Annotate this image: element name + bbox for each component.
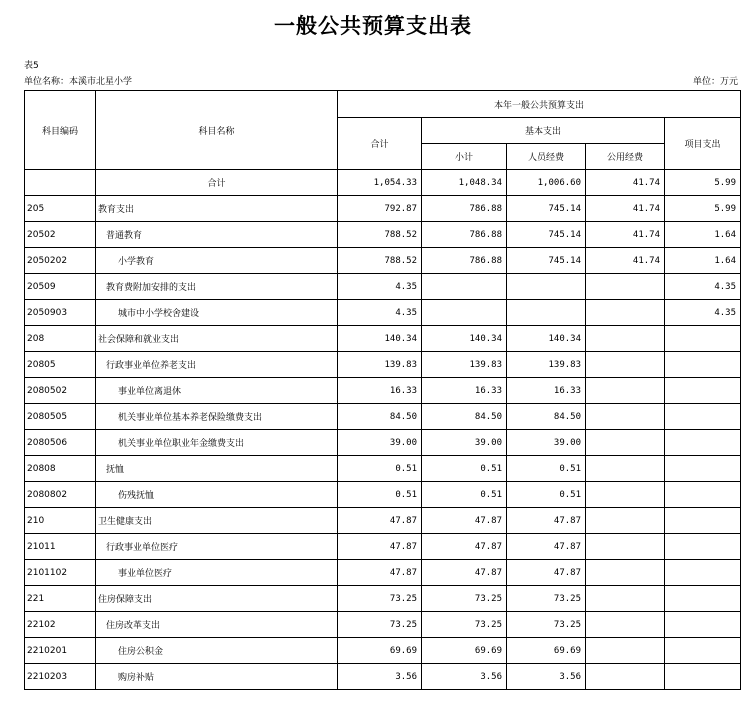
row-subtotal: 39.00: [422, 430, 507, 456]
row-subtotal: 47.87: [422, 508, 507, 534]
row-public: [586, 508, 665, 534]
table-row: [25, 430, 741, 456]
row-code: 221: [25, 586, 96, 612]
row-public: [586, 404, 665, 430]
row-personnel: [507, 300, 586, 326]
totals-public: 41.74: [586, 170, 665, 196]
row-project: [665, 352, 741, 378]
row-total: 0.51: [338, 456, 422, 482]
row-project: 5.99: [665, 196, 741, 222]
table-row: [25, 560, 741, 586]
row-personnel: 47.87: [507, 508, 586, 534]
row-total: 39.00: [338, 430, 422, 456]
row-code: 208: [25, 326, 96, 352]
row-public: [586, 560, 665, 586]
row-project: [665, 404, 741, 430]
row-project: [665, 534, 741, 560]
row-code: 22102: [25, 612, 96, 638]
header-basic: 基本支出: [422, 118, 665, 144]
table-row: [25, 352, 741, 378]
row-public: [586, 274, 665, 300]
row-code: 2101102: [25, 560, 96, 586]
row-code: 20502: [25, 222, 96, 248]
row-public: [586, 300, 665, 326]
row-name: 住房保障支出: [96, 586, 338, 612]
row-subtotal: 73.25: [422, 612, 507, 638]
row-total: 788.52: [338, 248, 422, 274]
table-row: [25, 586, 741, 612]
row-personnel: 3.56: [507, 664, 586, 690]
row-code: 20808: [25, 456, 96, 482]
row-project: [665, 378, 741, 404]
row-public: [586, 456, 665, 482]
row-total: 3.56: [338, 664, 422, 690]
row-subtotal: 47.87: [422, 560, 507, 586]
row-personnel: 139.83: [507, 352, 586, 378]
table-row: [25, 248, 741, 274]
row-total: 4.35: [338, 300, 422, 326]
row-name: 机关事业单位职业年金缴费支出: [96, 430, 338, 456]
header-project: 项目支出: [665, 118, 741, 170]
row-name: 行政事业单位医疗: [96, 534, 338, 560]
row-subtotal: [422, 300, 507, 326]
table-row: [25, 404, 741, 430]
row-name: 城市中小学校舍建设: [96, 300, 338, 326]
row-code: 20509: [25, 274, 96, 300]
row-project: 4.35: [665, 274, 741, 300]
row-personnel: 39.00: [507, 430, 586, 456]
row-project: [665, 612, 741, 638]
row-name: 事业单位离退休: [96, 378, 338, 404]
row-project: [665, 586, 741, 612]
row-subtotal: 84.50: [422, 404, 507, 430]
row-public: [586, 352, 665, 378]
row-subtotal: 786.88: [422, 196, 507, 222]
row-project: [665, 430, 741, 456]
totals-code: [25, 170, 96, 196]
row-name: 卫生健康支出: [96, 508, 338, 534]
row-code: 2080505: [25, 404, 96, 430]
row-name: 抚恤: [96, 456, 338, 482]
row-total: 84.50: [338, 404, 422, 430]
row-public: [586, 586, 665, 612]
row-name: 行政事业单位养老支出: [96, 352, 338, 378]
table-row: [25, 326, 741, 352]
row-total: 69.69: [338, 638, 422, 664]
row-name: 事业单位医疗: [96, 560, 338, 586]
row-personnel: 47.87: [507, 534, 586, 560]
table-row: [25, 300, 741, 326]
row-public: 41.74: [586, 196, 665, 222]
page-title: 一般公共预算支出表: [274, 13, 472, 38]
row-total: 788.52: [338, 222, 422, 248]
row-subtotal: 69.69: [422, 638, 507, 664]
table-row: [25, 664, 741, 690]
totals-total: 1,054.33: [338, 170, 422, 196]
row-public: [586, 638, 665, 664]
row-code: 2080802: [25, 482, 96, 508]
row-total: 73.25: [338, 612, 422, 638]
row-name: 伤残抚恤: [96, 482, 338, 508]
row-personnel: [507, 274, 586, 300]
row-project: [665, 482, 741, 508]
table-row: [25, 612, 741, 638]
row-total: 47.87: [338, 508, 422, 534]
row-code: 205: [25, 196, 96, 222]
row-subtotal: 47.87: [422, 534, 507, 560]
row-public: [586, 326, 665, 352]
row-personnel: 47.87: [507, 560, 586, 586]
row-name: 教育费附加安排的支出: [96, 274, 338, 300]
row-code: 2210203: [25, 664, 96, 690]
totals-personnel: 1,006.60: [507, 170, 586, 196]
header-code: 科目编码: [25, 91, 96, 170]
row-project: [665, 638, 741, 664]
row-code: 2080502: [25, 378, 96, 404]
totals-label: 合计: [96, 170, 338, 196]
row-code: 210: [25, 508, 96, 534]
header-total: 合计: [338, 118, 422, 170]
row-subtotal: 0.51: [422, 482, 507, 508]
header-current-year: 本年一般公共预算支出: [338, 91, 741, 118]
header-subtotal: 小计: [422, 144, 507, 170]
row-subtotal: 786.88: [422, 222, 507, 248]
table-row: [25, 378, 741, 404]
row-name: 小学教育: [96, 248, 338, 274]
row-total: 16.33: [338, 378, 422, 404]
row-total: 0.51: [338, 482, 422, 508]
row-code: 2080506: [25, 430, 96, 456]
row-project: 1.64: [665, 222, 741, 248]
row-public: [586, 378, 665, 404]
table-row: [25, 508, 741, 534]
table-row: [25, 222, 741, 248]
row-personnel: 73.25: [507, 612, 586, 638]
row-personnel: 745.14: [507, 222, 586, 248]
unit-name: 单位名称：本溪市北星小学: [24, 77, 133, 87]
row-name: 教育支出: [96, 196, 338, 222]
row-subtotal: 139.83: [422, 352, 507, 378]
row-total: 4.35: [338, 274, 422, 300]
row-personnel: 0.51: [507, 456, 586, 482]
row-code: 2050903: [25, 300, 96, 326]
table-row: [25, 482, 741, 508]
totals-subtotal: 1,048.34: [422, 170, 507, 196]
row-project: 1.64: [665, 248, 741, 274]
row-code: 2050202: [25, 248, 96, 274]
row-total: 47.87: [338, 560, 422, 586]
row-code: 2210201: [25, 638, 96, 664]
row-subtotal: [422, 274, 507, 300]
header-name: 科目名称: [96, 91, 338, 170]
row-public: 41.74: [586, 248, 665, 274]
row-name: 社会保障和就业支出: [96, 326, 338, 352]
row-name: 住房公积金: [96, 638, 338, 664]
row-subtotal: 140.34: [422, 326, 507, 352]
table-row: [25, 274, 741, 300]
row-personnel: 16.33: [507, 378, 586, 404]
row-subtotal: 16.33: [422, 378, 507, 404]
row-subtotal: 3.56: [422, 664, 507, 690]
row-personnel: 0.51: [507, 482, 586, 508]
row-public: [586, 534, 665, 560]
row-public: [586, 482, 665, 508]
row-total: 73.25: [338, 586, 422, 612]
row-name: 普通教育: [96, 222, 338, 248]
currency-unit: 单位：万元: [692, 77, 738, 87]
row-total: 792.87: [338, 196, 422, 222]
row-project: [665, 560, 741, 586]
row-subtotal: 73.25: [422, 586, 507, 612]
row-total: 139.83: [338, 352, 422, 378]
row-name: 机关事业单位基本养老保险缴费支出: [96, 404, 338, 430]
row-public: [586, 664, 665, 690]
table-row: [25, 534, 741, 560]
row-total: 47.87: [338, 534, 422, 560]
table-row: [25, 638, 741, 664]
row-project: [665, 326, 741, 352]
row-project: 4.35: [665, 300, 741, 326]
row-project: [665, 456, 741, 482]
row-personnel: 69.69: [507, 638, 586, 664]
row-public: [586, 430, 665, 456]
row-personnel: 73.25: [507, 586, 586, 612]
table-row: [25, 196, 741, 222]
table-row: [25, 456, 741, 482]
row-personnel: 84.50: [507, 404, 586, 430]
row-personnel: 140.34: [507, 326, 586, 352]
form-number: 表5: [24, 61, 39, 71]
row-name: 购房补贴: [96, 664, 338, 690]
row-name: 住房改革支出: [96, 612, 338, 638]
row-total: 140.34: [338, 326, 422, 352]
header-personnel: 人员经费: [507, 144, 586, 170]
row-public: 41.74: [586, 222, 665, 248]
row-project: [665, 664, 741, 690]
row-code: 21011: [25, 534, 96, 560]
totals-row: [25, 170, 741, 196]
row-public: [586, 612, 665, 638]
row-subtotal: 0.51: [422, 456, 507, 482]
header-public: 公用经费: [586, 144, 665, 170]
row-subtotal: 786.88: [422, 248, 507, 274]
row-personnel: 745.14: [507, 248, 586, 274]
budget-table: [24, 90, 741, 690]
row-personnel: 745.14: [507, 196, 586, 222]
row-code: 20805: [25, 352, 96, 378]
totals-project: 5.99: [665, 170, 741, 196]
row-project: [665, 508, 741, 534]
